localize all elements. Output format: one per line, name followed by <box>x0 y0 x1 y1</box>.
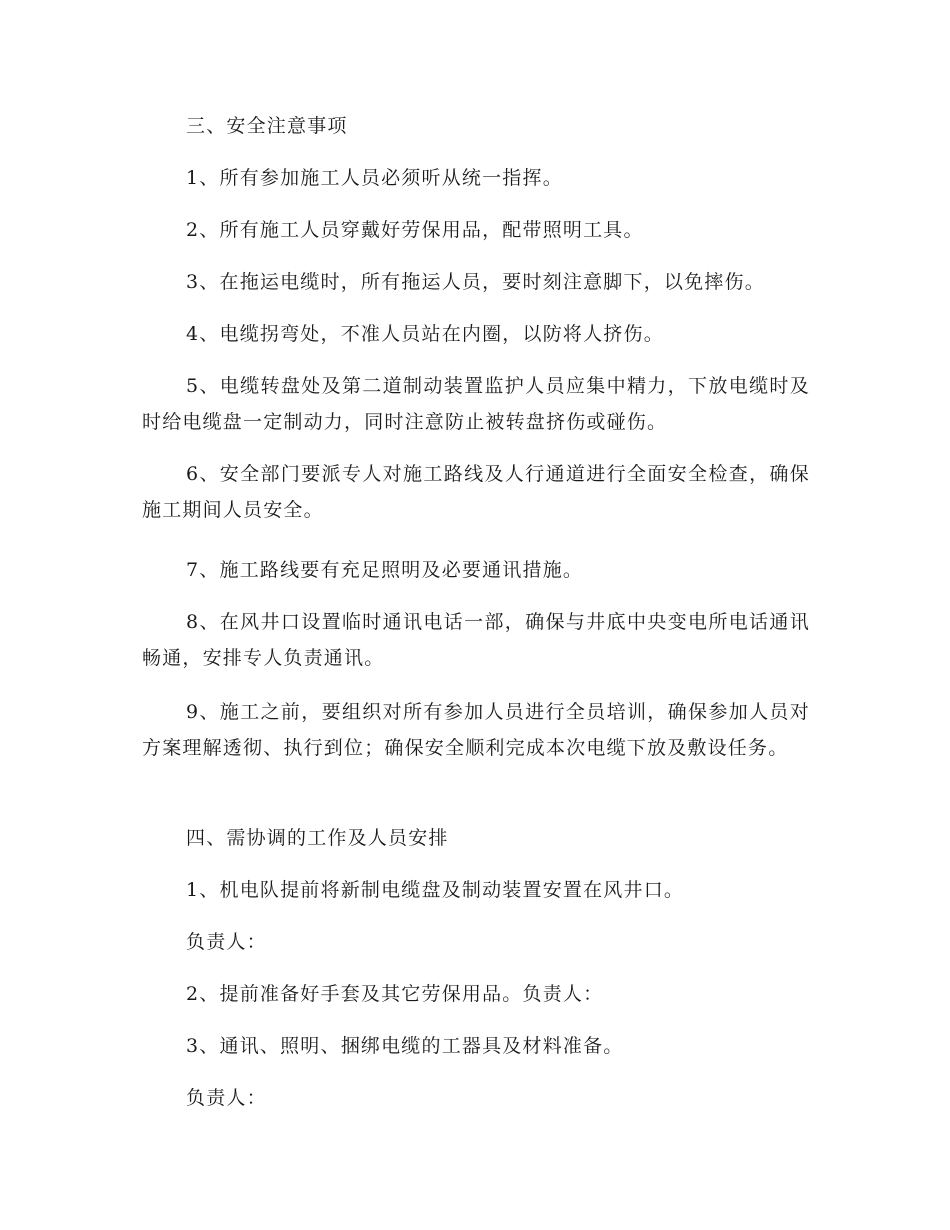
section-heading-coordination: 四、需协调的工作及人员安排 <box>186 827 449 849</box>
coordination-item-1: 1、机电队提前将新制电缆盘及制动装置安置在风井口。 <box>186 879 685 901</box>
coordination-item-3: 3、通讯、照明、捆绑电缆的工器具及材料准备。 <box>186 1035 624 1057</box>
safety-item-9: 9、施工之前，要组织对所有参加人员进行全员培训，确保参加人员对方案理解透彻、执行到位；确保安全顺利完成本次电缆下放及敷设任务。 <box>142 701 810 759</box>
safety-item-5: 5、电缆转盘处及第二道制动装置监护人员应集中精力，下放电缆时及时给电缆盘一定制动力，同时注意防止被转盘挤伤或碰伤。 <box>142 375 810 433</box>
safety-item-7: 7、施工路线要有充足照明及必要通讯措施。 <box>186 559 584 581</box>
section-heading-safety: 三、安全注意事项 <box>186 115 348 137</box>
safety-item-6: 6、安全部门要派专人对施工路线及人行通道进行全面安全检查，确保施工期间人员安全。 <box>142 463 810 521</box>
safety-item-2: 2、所有施工人员穿戴好劳保用品，配带照明工具。 <box>186 219 644 241</box>
safety-item-3: 3、在拖运电缆时，所有拖运人员，要时刻注意脚下，以免摔伤。 <box>186 271 765 293</box>
responsible-person-3: 负责人： <box>186 1087 267 1109</box>
safety-item-8: 8、在风井口设置临时通讯电话一部，确保与井底中央变电所电话通讯畅通，安排专人负责通讯。 <box>142 611 810 669</box>
coordination-item-2: 2、提前准备好手套及其它劳保用品。负责人： <box>186 983 604 1005</box>
safety-item-4: 4、电缆拐弯处，不准人员站在内圈，以防将人挤伤。 <box>186 323 664 345</box>
responsible-person-1: 负责人： <box>186 931 267 953</box>
safety-item-1: 1、所有参加施工人员必须听从统一指挥。 <box>186 167 563 189</box>
